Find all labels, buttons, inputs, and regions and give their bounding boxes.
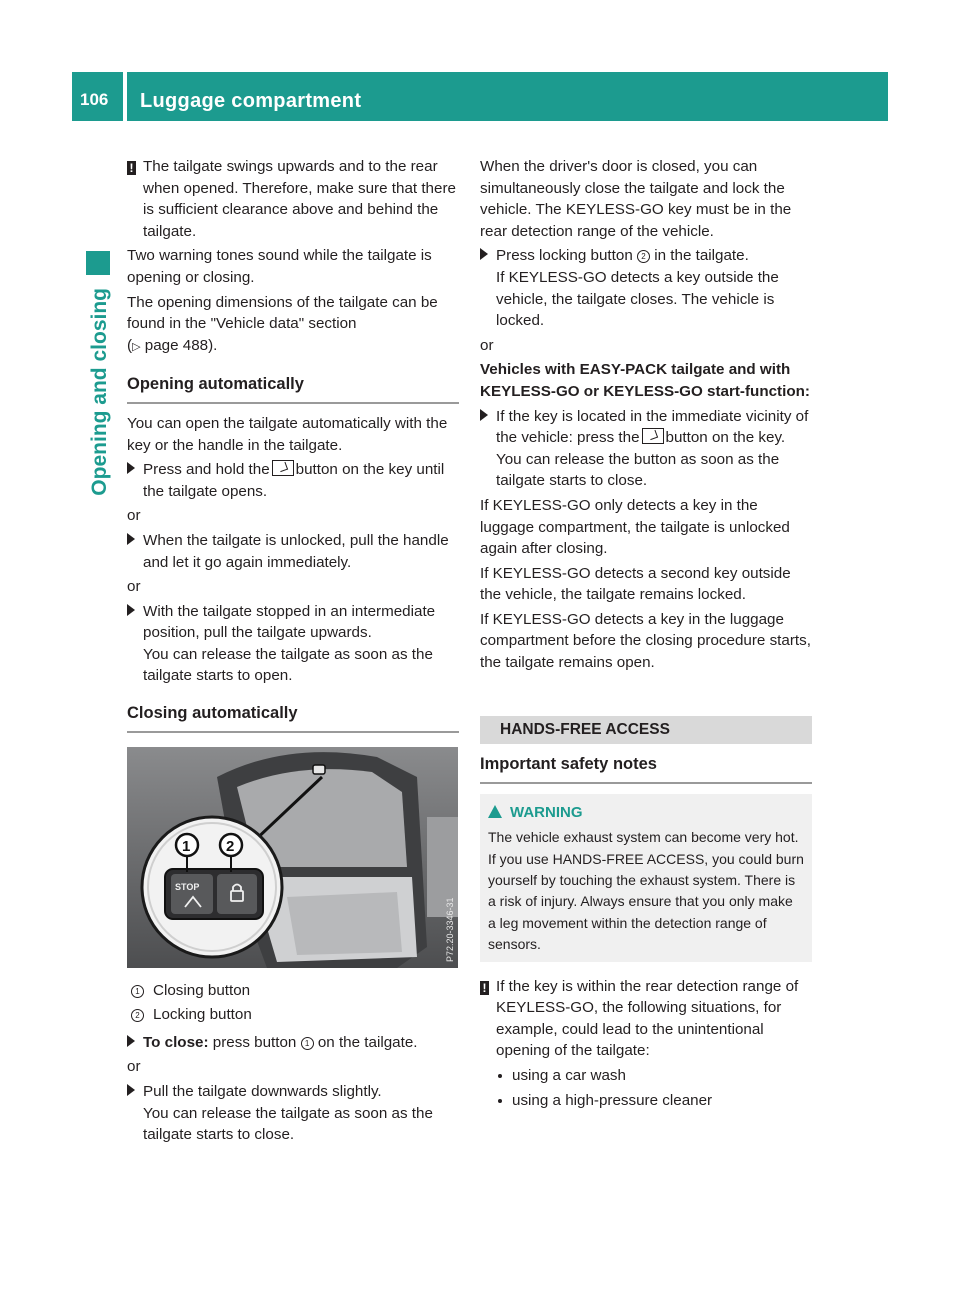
arrow-icon	[127, 604, 135, 616]
header-divider	[123, 72, 127, 121]
callout-number-icon: 1	[131, 985, 144, 998]
tailgate-illustration	[127, 747, 458, 968]
bold-condition: Vehicles with EASY-PACK tailgate and with KEYLESS-GO or KEYLESS-GO start-function:	[480, 361, 810, 400]
list-item: using a car wash	[496, 1065, 812, 1087]
gray-section-heading: HANDS-FREE ACCESS	[480, 716, 812, 745]
paragraph: Two warning tones sound while the tailgate is opening or closing.	[127, 247, 432, 286]
side-section-label: Opening and closing	[88, 288, 111, 496]
tailgate-key-icon	[272, 460, 294, 476]
paragraph: The opening dimensions of the tailgate can be found in the "Vehicle data" section (▷ page 488).	[127, 293, 438, 354]
or-text: or	[127, 1058, 141, 1076]
bullet-icon	[498, 1099, 502, 1103]
tailgate-key-icon	[642, 428, 664, 444]
arrow-icon	[480, 409, 488, 421]
instruction-step: Press and hold the button on the key until the tailgate opens.	[127, 459, 459, 502]
instruction-step: To close: press button 1 on the tailgate.	[127, 1032, 459, 1054]
paragraph: You can open the tailgate automatically with the key or the handle in the tailgate.	[127, 414, 448, 454]
page-reference-link[interactable]: page 488).	[144, 336, 218, 354]
stop-label: STOP	[175, 881, 200, 892]
caution-note: ! The tailgate swings upwards and to the rear when opened. Therefore, make sure that there is sufficient clearance above and behind the tailgate.	[127, 156, 459, 242]
warning-title: WARNING	[510, 803, 583, 821]
instruction-step: When the tailgate is unlocked, pull the handle and let it go again immediately.	[127, 530, 459, 573]
instruction-step: Pull the tailgate downwards slightly. You can release the tailgate as soon as the tailgate starts to close.	[127, 1081, 459, 1146]
legend-item: 1 Closing button	[127, 980, 459, 1002]
warning-icon	[488, 805, 502, 818]
arrow-icon	[127, 462, 135, 474]
page-header	[72, 72, 888, 121]
instruction-step: With the tailgate stopped in an intermediate position, pull the tailgate upwards. You can release the tailgate as soon as the tailgate starts to open.	[127, 601, 459, 687]
list-item: using a high-pressure cleaner	[496, 1090, 812, 1112]
instruction-step: If the key is located in the immediate vicinity of the vehicle: press the button on the key. You can release the button as soon as the tailgate starts to close.	[480, 406, 812, 492]
warning-box	[480, 794, 812, 962]
svg-text:2: 2	[226, 837, 235, 855]
callout-number-icon: 2	[131, 1009, 144, 1022]
section-heading-closing: Closing automatically	[127, 703, 459, 733]
bullet-icon	[498, 1074, 502, 1078]
side-tab-marker	[86, 251, 110, 275]
header-title: Luggage compartment	[140, 90, 362, 112]
legend-item: 2 Locking button	[127, 1004, 459, 1026]
paragraph: If KEYLESS-GO only detects a key in the luggage compartment, the tailgate is unlocked again after closing.	[480, 496, 790, 558]
paragraph: If KEYLESS-GO detects a second key outside the vehicle, the tailgate remains locked.	[480, 564, 791, 604]
callout-number-icon: 1	[301, 1037, 314, 1050]
caution-icon: !	[127, 161, 136, 175]
tailgate-buttons-figure	[127, 747, 458, 968]
arrow-icon	[127, 1035, 135, 1047]
figure-code: P72.20-3346-31	[445, 897, 455, 962]
callout-number-icon: 2	[637, 250, 650, 263]
caution-note: ! If the key is within the rear detection range of KEYLESS-GO, the following situations, for example, could lead to the unintentional opening of the tailgate:	[480, 976, 812, 1062]
caution-icon: !	[480, 981, 489, 995]
instruction-step: Press locking button 2 in the tailgate. If KEYLESS-GO detects a key outside the vehicle, the tailgate closes. The vehicle is locked.	[480, 245, 812, 331]
right-column	[480, 156, 812, 1114]
arrow-icon	[480, 248, 488, 260]
page-ref-icon: ▷	[132, 340, 141, 353]
or-text: or	[127, 507, 141, 525]
paragraph: When the driver's door is closed, you can simultaneously close the tailgate and lock the vehicle. The KEYLESS-GO key must be in the rear detection range of the vehicle.	[480, 158, 792, 240]
page-number: 106	[80, 90, 109, 109]
section-heading-opening: Opening automatically	[127, 374, 459, 404]
section-heading-safety: Important safety notes	[480, 754, 812, 784]
arrow-icon	[127, 533, 135, 545]
arrow-icon	[127, 1084, 135, 1096]
left-column	[127, 156, 459, 1149]
svg-text:1: 1	[182, 837, 191, 855]
paragraph: If KEYLESS-GO detects a key in the luggage compartment before the closing procedure starts, the tailgate remains open.	[480, 610, 811, 672]
or-text: or	[127, 578, 141, 596]
or-text: or	[480, 336, 494, 354]
warning-text: The vehicle exhaust system can become very hot. If you use HANDS-FREE ACCESS, you could burn yourself by touching the exhaust system. There is a risk of injury. Always ensure that you only make a leg movement within the detection range of sensors.	[488, 829, 804, 953]
